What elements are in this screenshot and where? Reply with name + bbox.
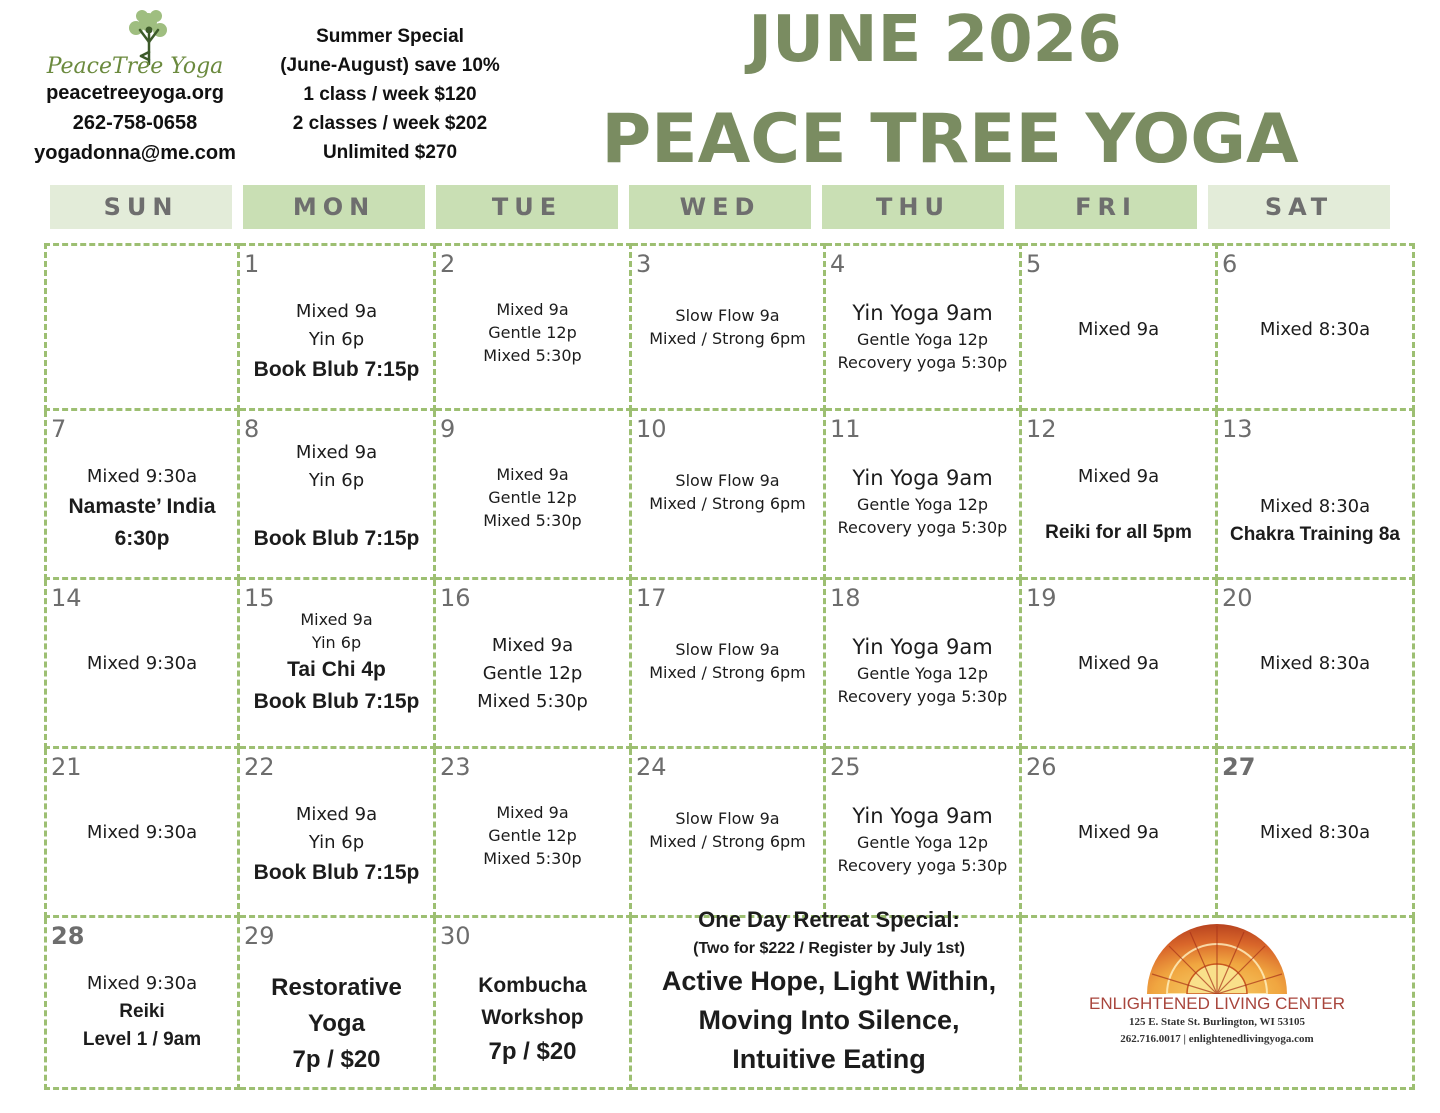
peacetree-logo: [36, 8, 236, 80]
event-list: [240, 439, 433, 555]
class-entry: Mixed 8:30a: [1259, 653, 1371, 674]
event-list: [826, 463, 1019, 539]
day-number: 17: [636, 584, 667, 612]
class-entry: Gentle Yoga 12p: [856, 330, 989, 349]
day-number: 30: [440, 922, 471, 950]
class-entry: Mixed 5:30p: [483, 849, 582, 868]
day-number: 7: [51, 415, 67, 443]
class-entry: Yin 6p: [308, 329, 365, 350]
calendar-day-cell[interactable]: [240, 411, 436, 580]
calendar-day-cell[interactable]: [632, 411, 826, 580]
class-entry: Mixed 9a: [1077, 319, 1160, 340]
calendar-day-cell[interactable]: [44, 749, 240, 918]
center-address: 125 E. State St. Burlington, WI 53105: [1128, 1016, 1306, 1028]
calendar-day-cell[interactable]: [436, 243, 632, 411]
class-entry: Gentle 12p: [488, 323, 577, 342]
class-entry: Slow Flow 9a: [675, 640, 780, 659]
class-entry: Recovery yoga 5:30p: [837, 353, 1008, 372]
calendar-day-cell[interactable]: [240, 749, 436, 918]
event-list: [240, 801, 433, 889]
class-entry: Mixed 9a: [496, 465, 569, 484]
event-list: [632, 807, 823, 853]
class-entry: Book Blub 7:15p: [253, 861, 420, 884]
class-entry: 6:30p: [114, 527, 170, 550]
day-number: 13: [1222, 415, 1253, 443]
class-entry: Mixed 8:30a: [1259, 319, 1371, 340]
day-number: 24: [636, 753, 667, 781]
class-entry: Mixed 5:30p: [483, 511, 582, 530]
day-number: 9: [440, 415, 456, 443]
special-heading: Summer Special: [316, 26, 464, 47]
calendar-day-cell[interactable]: [1218, 749, 1415, 918]
class-entry: Yin Yoga 9am: [852, 635, 993, 659]
event-list: [1022, 463, 1215, 547]
calendar-day-cell[interactable]: [1022, 580, 1218, 749]
calendar-day-cell[interactable]: [436, 918, 632, 1090]
event-list: [632, 469, 823, 515]
day-number: 2: [440, 250, 456, 278]
day-number: 6: [1222, 250, 1238, 278]
calendar-day-cell[interactable]: [240, 580, 436, 749]
calendar-day-cell[interactable]: [436, 749, 632, 918]
class-entry: Mixed 9a: [295, 442, 378, 463]
class-entry: Book Blub 7:15p: [253, 690, 420, 713]
class-entry: Recovery yoga 5:30p: [837, 687, 1008, 706]
calendar-day-cell[interactable]: [44, 243, 240, 411]
event-list: [47, 819, 237, 847]
class-entry: Yin 6p: [308, 470, 365, 491]
day-number: 4: [830, 250, 846, 278]
calendar-day-cell[interactable]: [1218, 243, 1415, 411]
class-entry: Reiki for all 5pm: [1045, 522, 1192, 543]
day-number: 14: [51, 584, 82, 612]
event-list: [1218, 650, 1412, 678]
studio-title: PEACE TREE YOGA: [601, 100, 1299, 179]
weekday-header-mon: MON: [243, 185, 425, 229]
event-list: [240, 608, 433, 718]
class-entry: Slow Flow 9a: [675, 809, 780, 828]
class-entry: Mixed 9a: [295, 301, 378, 322]
calendar-day-cell[interactable]: [826, 411, 1022, 580]
day-number: 20: [1222, 584, 1253, 612]
calendar-day-cell[interactable]: [826, 749, 1022, 918]
calendar-day-cell[interactable]: [240, 918, 436, 1090]
calendar-day-cell[interactable]: [826, 243, 1022, 411]
event-list: [1218, 493, 1412, 549]
class-entry: 7p / $20: [292, 1046, 381, 1073]
class-entry: Namaste’ India: [68, 495, 216, 518]
day-number: 1: [244, 250, 260, 278]
special-subheading: (June-August) save 10%: [280, 55, 500, 76]
class-entry: Mixed 5:30p: [477, 691, 588, 712]
class-entry: Mixed 9:30a: [86, 973, 198, 994]
event-list: [1022, 819, 1215, 847]
class-entry: Mixed 9:30a: [86, 822, 198, 843]
summer-special: [270, 22, 510, 167]
day-number: 15: [244, 584, 275, 612]
event-list: [1218, 819, 1412, 847]
special-line: Unlimited $270: [322, 142, 458, 163]
calendar-day-cell[interactable]: [632, 749, 826, 918]
calendar-day-cell[interactable]: [1218, 411, 1415, 580]
calendar-day-cell[interactable]: [44, 580, 240, 749]
class-entry: Mixed 9a: [295, 804, 378, 825]
special-line: 1 class / week $120: [303, 84, 477, 105]
event-list: [47, 463, 237, 555]
day-number: 25: [830, 753, 861, 781]
calendar-day-cell[interactable]: [1022, 243, 1218, 411]
class-entry: Yoga: [308, 1010, 365, 1037]
class-entry: Chakra Training 8a: [1229, 524, 1400, 545]
class-entry: Mixed 9a: [496, 300, 569, 319]
day-number: 26: [1026, 753, 1057, 781]
class-entry: Gentle 12p: [488, 826, 577, 845]
class-entry: Mixed 9:30a: [86, 653, 198, 674]
day-number: 21: [51, 753, 82, 781]
class-entry: Reiki: [119, 1001, 165, 1022]
event-list: [1022, 650, 1215, 678]
event-list: [436, 632, 629, 716]
class-entry: Mixed 9a: [496, 803, 569, 822]
class-entry: Mixed 9a: [1077, 466, 1160, 487]
class-entry: Yin 6p: [311, 633, 362, 652]
event-list: [436, 970, 629, 1070]
weekday-header-tue: TUE: [436, 185, 618, 229]
day-number: 22: [244, 753, 275, 781]
event-list: [47, 650, 237, 678]
class-entry: Yin 6p: [308, 832, 365, 853]
center-contact: 262.716.0017 | enlightenedlivingyoga.com: [1120, 1033, 1314, 1045]
class-entry: Mixed 9a: [491, 635, 574, 656]
center-name: ENLIGHTENED LIVING CENTER: [1089, 994, 1345, 1013]
class-entry: Gentle 12p: [482, 663, 583, 684]
class-entry: Mixed / Strong 6pm: [649, 329, 806, 348]
website-link[interactable]: peacetreeyoga.org: [46, 82, 224, 104]
calendar-day-cell[interactable]: [436, 580, 632, 749]
logo-text: PeaceTree Yoga: [46, 54, 224, 79]
class-entry: [1022, 491, 1215, 519]
event-list: [436, 801, 629, 870]
class-entry: Mixed 9a: [300, 610, 373, 629]
class-entry: Gentle 12p: [488, 488, 577, 507]
weekday-header-sat: SAT: [1208, 185, 1390, 229]
retreat-special: [634, 904, 1024, 1079]
weekday-header-thu: THU: [822, 185, 1004, 229]
class-entry: Slow Flow 9a: [675, 306, 780, 325]
calendar-day-cell[interactable]: [436, 411, 632, 580]
day-number: 16: [440, 584, 471, 612]
mandala-icon: [1142, 914, 1292, 994]
event-list: [47, 970, 237, 1054]
class-entry: Yin Yoga 9am: [852, 466, 993, 490]
day-number: 12: [1026, 415, 1057, 443]
calendar-day-cell[interactable]: [1218, 580, 1415, 749]
event-list: [826, 801, 1019, 877]
calendar-day-cell[interactable]: [240, 243, 436, 411]
weekday-header-wed: WED: [629, 185, 811, 229]
class-entry: Restorative: [271, 974, 402, 1001]
retreat-topic: Active Hope, Light Within,: [661, 966, 997, 996]
email-link[interactable]: yogadonna@me.com: [34, 142, 236, 164]
event-list: [632, 304, 823, 350]
class-entry: Mixed / Strong 6pm: [649, 494, 806, 513]
day-number: 18: [830, 584, 861, 612]
class-entry: Gentle Yoga 12p: [856, 495, 989, 514]
calendar-day-cell[interactable]: [44, 411, 240, 580]
day-number: 10: [636, 415, 667, 443]
event-list: [826, 298, 1019, 374]
day-number: 5: [1026, 250, 1042, 278]
class-entry: Book Blub 7:15p: [253, 527, 420, 550]
weekday-header-fri: FRI: [1015, 185, 1197, 229]
class-entry: Tai Chi 4p: [287, 658, 386, 681]
class-entry: Recovery yoga 5:30p: [837, 518, 1008, 537]
class-entry: Mixed 8:30a: [1259, 822, 1371, 843]
special-line: 2 classes / week $202: [292, 113, 488, 134]
class-entry: Mixed 9a: [1077, 653, 1160, 674]
calendar-day-cell[interactable]: [44, 918, 240, 1090]
class-entry: [240, 495, 433, 523]
contact-block: [20, 78, 250, 168]
class-entry: 7p / $20: [488, 1038, 577, 1065]
class-entry: Level 1 / 9am: [82, 1029, 202, 1050]
event-list: [632, 638, 823, 684]
class-entry: Workshop: [481, 1006, 584, 1029]
retreat-topic: Intuitive Eating: [732, 1044, 926, 1074]
calendar-day-cell[interactable]: [826, 580, 1022, 749]
event-list: [1218, 316, 1412, 344]
class-entry: Slow Flow 9a: [675, 471, 780, 490]
day-number: 28: [51, 922, 85, 950]
day-number: 11: [830, 415, 861, 443]
class-entry: Mixed / Strong 6pm: [649, 832, 806, 851]
class-entry: Gentle Yoga 12p: [856, 664, 989, 683]
retreat-topic: Moving Into Silence,: [698, 1005, 960, 1035]
retreat-title: One Day Retreat Special:: [698, 907, 960, 932]
month-title: JUNE 2026: [748, 3, 1122, 77]
class-entry: Recovery yoga 5:30p: [837, 856, 1008, 875]
calendar-day-cell[interactable]: [632, 580, 826, 749]
event-list: [436, 298, 629, 367]
class-entry: Kombucha: [478, 974, 587, 997]
day-number: 19: [1026, 584, 1057, 612]
day-number: 3: [636, 250, 652, 278]
class-entry: Yin Yoga 9am: [852, 804, 993, 828]
class-entry: Mixed 8:30a: [1259, 496, 1371, 517]
class-entry: Yin Yoga 9am: [852, 301, 993, 325]
center-logo-block: [1062, 914, 1372, 1048]
class-entry: Mixed 9:30a: [86, 466, 198, 487]
calendar-day-cell[interactable]: [632, 243, 826, 411]
calendar-day-cell[interactable]: [1022, 749, 1218, 918]
event-list: [240, 298, 433, 386]
class-entry: Mixed 5:30p: [483, 346, 582, 365]
phone-number: 262-758-0658: [72, 112, 198, 134]
day-number: 23: [440, 753, 471, 781]
retreat-details: (Two for $222 / Register by July 1st): [693, 940, 965, 957]
class-entry: Book Blub 7:15p: [253, 358, 420, 381]
day-number: 8: [244, 415, 260, 443]
calendar-day-cell[interactable]: [1022, 411, 1218, 580]
weekday-header-sun: SUN: [50, 185, 232, 229]
day-number: 27: [1222, 753, 1256, 781]
event-list: [1022, 316, 1215, 344]
day-number: 29: [244, 922, 275, 950]
event-list: [436, 463, 629, 532]
weekday-headers: [50, 185, 1390, 229]
class-entry: Mixed 9a: [1077, 822, 1160, 843]
class-entry: Gentle Yoga 12p: [856, 833, 989, 852]
event-list: [826, 632, 1019, 708]
event-list: [240, 970, 433, 1078]
class-entry: Mixed / Strong 6pm: [649, 663, 806, 682]
